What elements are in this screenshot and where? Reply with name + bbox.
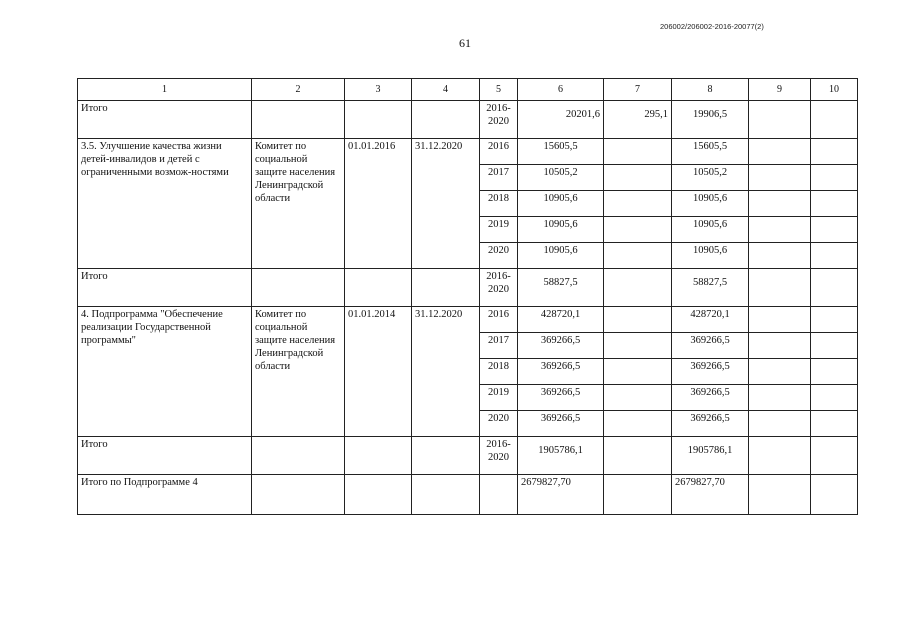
- amount-cell: 428720,1: [672, 307, 749, 333]
- amount-cell: 369266,5: [672, 359, 749, 385]
- year-cell: 2019: [480, 217, 518, 243]
- total-row: [78, 437, 858, 475]
- budget-table: [77, 78, 858, 515]
- end-date: 31.12.2020: [412, 307, 480, 437]
- amount-cell: 2679827,70: [672, 475, 749, 515]
- header-cell: 1: [78, 79, 252, 101]
- total-row: [78, 269, 858, 307]
- amount-cell: 15605,5: [672, 139, 749, 165]
- amount-cell: 369266,5: [518, 359, 604, 385]
- year-cell: 2016: [480, 307, 518, 333]
- grand-total-row: [78, 475, 858, 515]
- amount-cell: 2679827,70: [518, 475, 604, 515]
- period-cell: 2016-2020: [480, 101, 518, 139]
- executor-cell: Комитет по социальной защите населения Ленинградской области: [252, 307, 345, 437]
- year-cell: 2017: [480, 165, 518, 191]
- period-cell: 2016-2020: [480, 269, 518, 307]
- amount-cell: 10905,6: [518, 191, 604, 217]
- amount-cell: 20201,6: [518, 101, 604, 139]
- header-row: [78, 79, 858, 101]
- executor-cell: Комитет по социальной защите населения Ленинградской области: [252, 139, 345, 269]
- amount-cell: 369266,5: [518, 333, 604, 359]
- grand-total-label: Итого по Подпрограмме 4: [78, 475, 252, 515]
- start-date: 01.01.2014: [345, 307, 412, 437]
- document-id: 206002/206002-2016-20077(2): [660, 22, 764, 31]
- year-cell: 2018: [480, 191, 518, 217]
- header-cell: 8: [672, 79, 749, 101]
- amount-cell: 58827,5: [518, 269, 604, 307]
- header-cell: 5: [480, 79, 518, 101]
- activity-name: 4. Подпрограмма "Обеспечение реализации Государственной программы": [78, 307, 252, 437]
- amount-cell: 369266,5: [672, 411, 749, 437]
- year-cell: 2020: [480, 411, 518, 437]
- amount-cell: 10905,6: [518, 217, 604, 243]
- amount-cell: 1905786,1: [672, 437, 749, 475]
- amount-cell: 58827,5: [672, 269, 749, 307]
- header-cell: 10: [811, 79, 858, 101]
- activity-name: 3.5. Улучшение качества жизни детей-инвалидов и детей с ограниченными возмож-ностями: [78, 139, 252, 269]
- page-number: 61: [459, 36, 471, 50]
- header-cell: 3: [345, 79, 412, 101]
- end-date: 31.12.2020: [412, 139, 480, 269]
- amount-cell: 10905,6: [518, 243, 604, 269]
- amount-cell: 10905,6: [672, 243, 749, 269]
- total-row: [78, 101, 858, 139]
- start-date: 01.01.2016: [345, 139, 412, 269]
- table-row: [78, 139, 858, 165]
- amount-cell: 369266,5: [518, 411, 604, 437]
- header-cell: 9: [749, 79, 811, 101]
- amount-cell: 369266,5: [672, 333, 749, 359]
- header-cell: 2: [252, 79, 345, 101]
- year-cell: 2016: [480, 139, 518, 165]
- amount-cell: 428720,1: [518, 307, 604, 333]
- period-cell: 2016-2020: [480, 437, 518, 475]
- amount-cell: 295,1: [604, 101, 672, 139]
- total-label: Итого: [78, 269, 252, 307]
- year-cell: 2017: [480, 333, 518, 359]
- total-label: Итого: [78, 101, 252, 139]
- year-cell: 2018: [480, 359, 518, 385]
- amount-cell: 10905,6: [672, 191, 749, 217]
- table-row: [78, 307, 858, 333]
- amount-cell: 15605,5: [518, 139, 604, 165]
- amount-cell: 369266,5: [518, 385, 604, 411]
- header-cell: 7: [604, 79, 672, 101]
- amount-cell: 10505,2: [518, 165, 604, 191]
- amount-cell: 10905,6: [672, 217, 749, 243]
- amount-cell: 1905786,1: [518, 437, 604, 475]
- header-cell: 6: [518, 79, 604, 101]
- year-cell: 2020: [480, 243, 518, 269]
- year-cell: 2019: [480, 385, 518, 411]
- amount-cell: 369266,5: [672, 385, 749, 411]
- amount-cell: 19906,5: [672, 101, 749, 139]
- total-label: Итого: [78, 437, 252, 475]
- amount-cell: 10505,2: [672, 165, 749, 191]
- header-cell: 4: [412, 79, 480, 101]
